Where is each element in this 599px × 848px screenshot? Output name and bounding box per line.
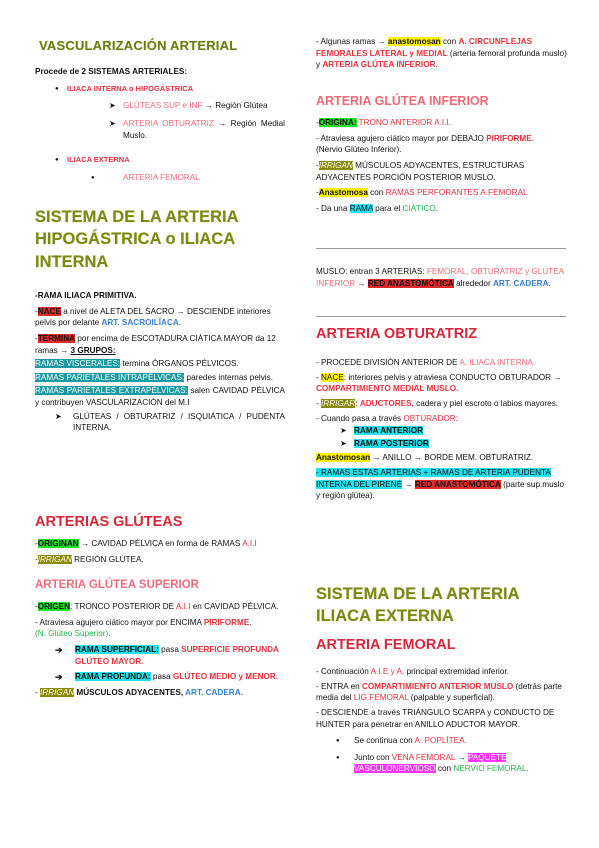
list-item: ➔ RAMA SUPERFICIAL: pasa SUPERFICIE PROFUNDA GLÚTEO MAYOR. bbox=[35, 644, 285, 667]
heading-gluteas: ARTERIAS GLÚTEAS bbox=[35, 514, 183, 530]
list-item: ➤ GLÚTEAS / OBTURATRIZ / ISQUIÁTICA / PUDENTA INTERNA. bbox=[35, 411, 285, 434]
list-item: ● ARTERIA FEMORAL bbox=[35, 172, 285, 190]
heading-femoral: ARTERIA FEMORAL bbox=[316, 637, 456, 653]
divider bbox=[316, 248, 566, 249]
heading-hipogastrica: SISTEMA DE LA ARTERIA HIPOGÁSTRICA o ILIACA INTERNA bbox=[35, 208, 238, 271]
intro-text: Procede de 2 SISTEMAS ARTERIALES: bbox=[35, 67, 188, 76]
femoral-body: - Continuación A.I.E y A. principal extremidad inferior. - ENTRA en COMPARTIMIENTO ANTERIOR MUSLO (detrás parte media del LIG.FEMORAL (palpable y superficial). - DESCIENDE a través TRIÁNGULO SCARPA y CONDUCTO DE HUNTER para penetrar en ANILLO ADUCTOR MAYOR. ● Se continua con A. POPLÍTEA. ● Junto con VENA FEMORAL → PAQUETE VASCULONERVIOSO con NERVIO FEMORAL. bbox=[316, 666, 568, 775]
list-item: ● ILIACA EXTERNA bbox=[35, 154, 285, 172]
systems-list bbox=[35, 83, 285, 190]
heading-iliaca-externa: SISTEMA DE LA ARTERIA ILIACA EXTERNA bbox=[316, 585, 519, 626]
heading-obturatriz: ARTERIA OBTURATRIZ bbox=[316, 326, 478, 342]
list-item: ➤ RAMA POSTERIOR bbox=[316, 438, 568, 450]
glutea-inferior-body: -ORIGINA: TRONO ANTERIOR A.I.I. - Atraviesa agujero ciático mayor por DEBAJO PIRIFORME. (Nervio Glúteo Inferior). -IRRIGAN MÚSCULOS ADYACENTES, ESTRUCTURAS ADYACENTES PORCIÓN POSTERIOR MUSLO. -Anastomosa con RAMAS PERFORANTES A.FEMORAL - Da una RAMA para el CIÁTICO. bbox=[316, 118, 534, 213]
hipogastrica-body: -RAMA ILIACA PRIMITIVA. -NACE a nivel de ALETA DEL SACRO → DESCIENDE interiores pelvis por delante ART. SACROILÍACA. -TERMINA por encima de ESCOTADURA CIÁTICA MAYOR da 12 ramas → 3 GRUPOS: RAMAS VISCERALES: termina ÓRGANOS PÉLVICOS. RAMAS PARIETALES INTRAPÉLVICAS: paredes internas pelvis. RAMAS PARIETALES EXTRAPÉLVICAS: salen CAVIDAD PÉLVICA y contribuyen VASCULARIZACIÓN del M.I ➤ GLÚTEAS / OBTURATRIZ / ISQUIÁTICA / PUDENTA INTERNA. bbox=[35, 290, 285, 434]
list-item: ➤ GLÚTEAS SUP e INF → Región Glútea bbox=[35, 100, 285, 118]
list-item: ● Se continua con A. POPLÍTEA. bbox=[316, 735, 568, 747]
list-item: ● Junto con VENA FEMORAL → PAQUETE VASCULONERVIOSO con NERVIO FEMORAL. bbox=[316, 752, 568, 775]
divider bbox=[316, 316, 566, 317]
document-title: VASCULARIZACIÓN ARTERIAL bbox=[39, 38, 238, 53]
anastomosis-note: - Algunas ramas → anastomosan con A. CIRCUNFLEJAS FEMORALES LATERAL y MEDIAL (arteria femoral profunda muslo) y ARTERIA GLÚTEA INFERIOR. bbox=[316, 37, 567, 70]
glutea-superior-body: -ORIGEN: TRONCO POSTERIOR DE A.I.I en CAVIDAD PÉLVICA. - Atraviesa agujero ciático mayor por ENCIMA PIRIFORME. (N. Glúteo Superior). ➔ RAMA SUPERFICIAL: pasa SUPERFICIE PROFUNDA GLÚTEO MAYOR. ➔ RAMA PROFUNDA: pasa GLÚTEO MEDIO y MENOR. - IRRIGAN MÚSCULOS ADYACENTES, ART. CADERA. bbox=[35, 601, 285, 698]
gluteas-body: -ORIGINAN → CAVIDAD PÉLVICA en forma de RAMAS A.I.I -IRRIGAN REGIÓN GLÚTEA. bbox=[35, 539, 257, 564]
list-item: ➤ RAMA ANTERIOR bbox=[316, 425, 568, 437]
obturatriz-body: - PROCEDE DIVISIÓN ANTERIOR DE A. ILIACA INTERNA. - NACE: interiores pelvis y atraviesa CONDUCTO OBTURADOR → COMPARTIMIENTO MEDIAL MUSLO. - IRRIGAR: ADUCTORES, cadera y piel escroto o labios mayores. - Cuando pasa a través OBTURADOR: ➤ RAMA ANTERIOR ➤ RAMA POSTERIOR Anastomosan → ANILLO → BORDE MEM. OBTURATRIZ. - RAMAS ESTAS ARTERIAS + RAMAS DE ARTERIA PUDENTA INTERNA DEL PIRENÉ → RED ANASTOMÓTICA (parte sup.muslo y región glútea). bbox=[316, 357, 568, 502]
heading-glutea-superior: ARTERIA GLÚTEA SUPERIOR bbox=[35, 579, 199, 591]
list-item: ➤ ARTERIA OBTURATRIZ → Región Medial Muslo. bbox=[35, 118, 285, 154]
list-item: ➔ RAMA PROFUNDA: pasa GLÚTEO MEDIO y MENOR. bbox=[35, 671, 285, 683]
heading-glutea-inferior: ARTERIA GLÚTEA INFERIOR bbox=[316, 94, 489, 108]
muslo-note: MUSLO: entran 3 ARTERIAS: FEMORAL, OBTURATRIZ y GLÚTEA INFERIOR → RED ANASTOMÓTICA alrededor ART. CADERA. bbox=[316, 267, 564, 288]
list-item: ● ILIACA INTERNA o HIPOGÁSTRICA bbox=[35, 83, 285, 100]
